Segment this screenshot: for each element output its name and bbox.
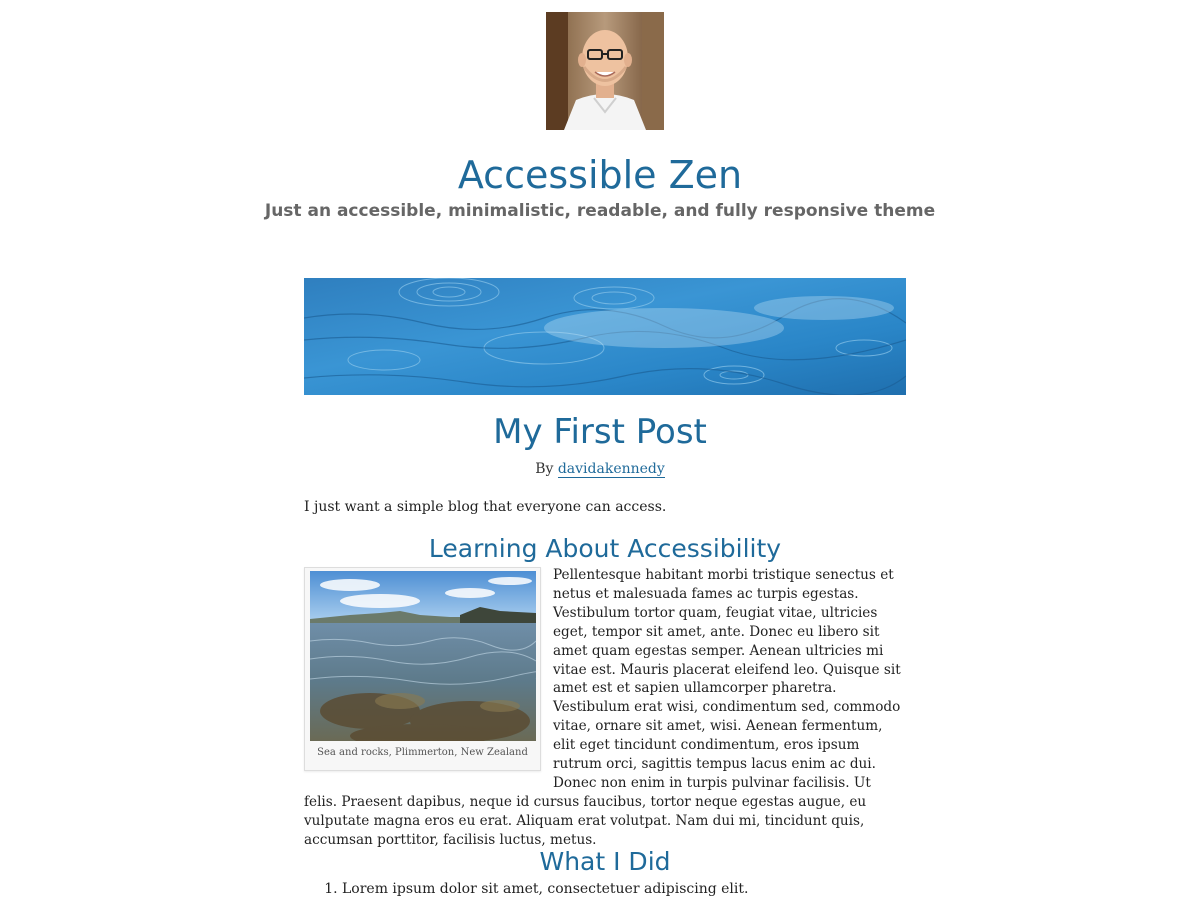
post-title: My First Post xyxy=(493,412,707,452)
site-title-link[interactable]: Accessible Zen xyxy=(457,153,743,197)
figure-caption: Sea and rocks, Plimmerton, New Zealand xyxy=(317,747,528,758)
post-intro: I just want a simple blog that everyone can access. xyxy=(304,499,667,515)
section-body-text: Pellentesque habitant morbi tristique senectus et netus et malesuada fames ac turpis egestas. Vestibulum tortor quam, feugiat vitae, ultricies eget, tempor sit amet, ante. Donec eu libero sit amet quam egestas semper. Aenean ultricies mi vitae est. Mauris placerat eleifend leo. Quisque sit amet est et sapien ullamcorper pharetra. Vestibulum erat wisi, condimentum sed, commodo vitae, ornare sit amet, wisi. Aenean fermentum, elit eget tincidunt condimentum, eros ipsum rutrum orci, sagittis tempus lacus enim ac dui. Donec non enim in turpis pulvinar facilisis. Ut felis. Praesent dapibus, neque id cursus faucibus, tortor neque egestas augue, eu vulputate magna eros eu erat. Aliquam erat volutpat. Nam dui mi, tincidunt quis, accumsan porttitor, facilisis luctus, metus. xyxy=(304,567,901,848)
site-title xyxy=(0,150,1200,200)
steps-list xyxy=(304,879,906,899)
header-image xyxy=(304,278,906,395)
site-tagline: Just an accessible, minimalistic, readable, and fully responsive theme xyxy=(264,201,936,221)
author-avatar[interactable] xyxy=(546,12,664,130)
byline-prefix: By xyxy=(535,461,554,477)
author-link[interactable]: davidakennedy xyxy=(557,461,665,477)
sea-rocks-photo-icon xyxy=(310,571,536,741)
post-byline xyxy=(0,459,1200,479)
figure xyxy=(304,567,541,771)
section-heading-learning: Learning About Accessibility xyxy=(428,534,782,563)
section-heading-what-i-did: What I Did xyxy=(539,847,671,876)
avatar-photo-icon xyxy=(546,12,664,130)
water-ripples-icon xyxy=(304,278,906,395)
list-item: 1. Lorem ipsum dolor sit amet, consectetuer adipiscing elit. xyxy=(342,879,906,899)
figure-image xyxy=(310,571,536,741)
